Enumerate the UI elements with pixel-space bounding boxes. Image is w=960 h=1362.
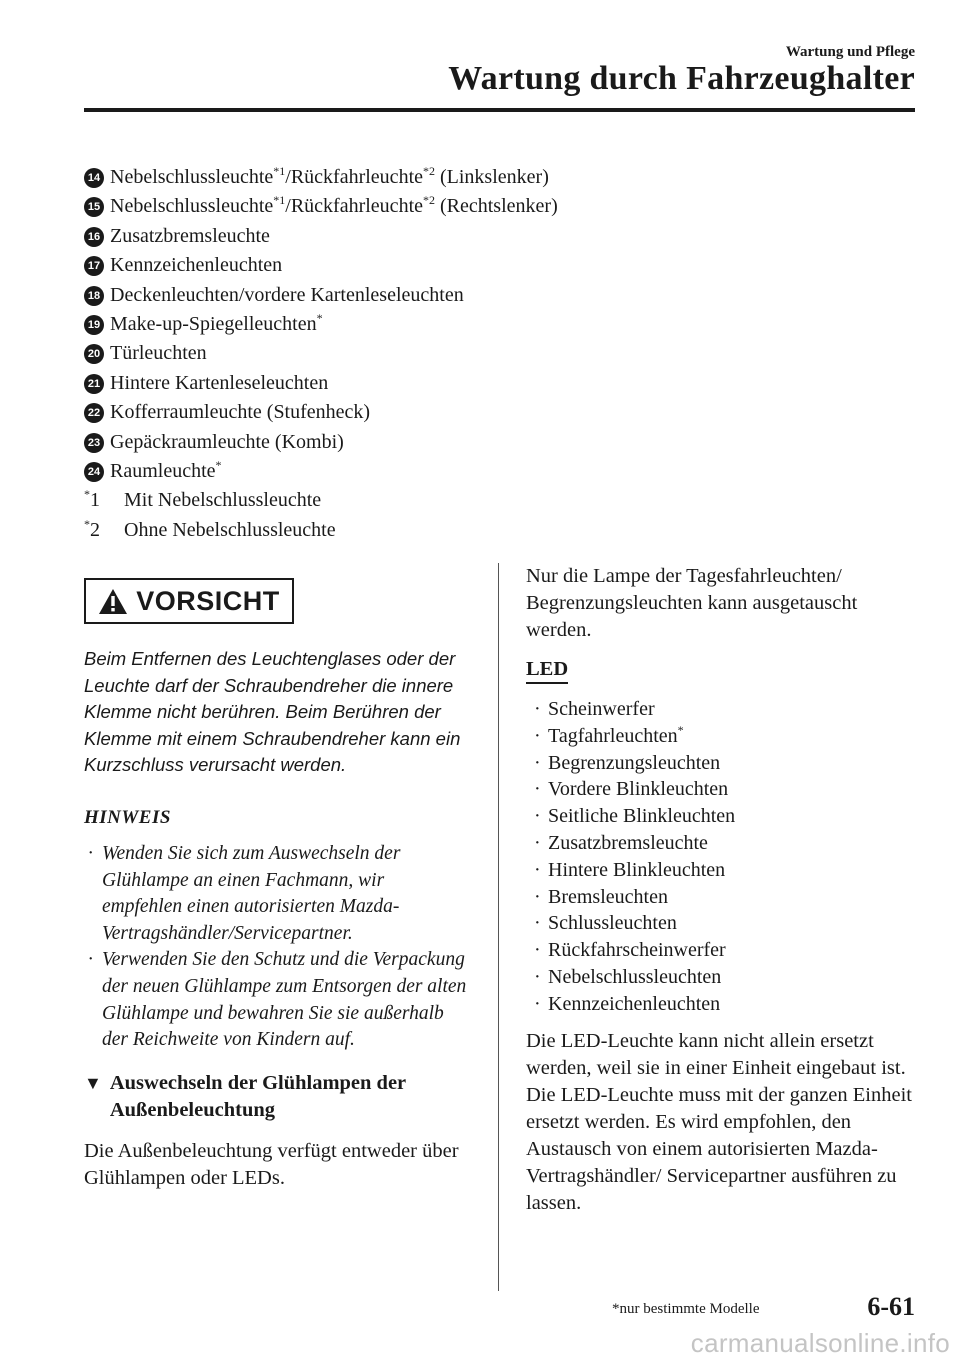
section-heading: ▼ Auswechseln der Glühlampen der Außenbeleuchtung <box>84 1070 468 1124</box>
circled-number-icon: 18 <box>84 286 104 306</box>
column-divider <box>498 563 499 1291</box>
led-item: · Seitliche Blinkleuchten <box>526 803 916 830</box>
intro-text: Nur die Lampe der Tagesfahrleuchten/ Begrenzungsleuchten kann ausgetauscht werden. <box>526 565 858 641</box>
circled-number-icon: 23 <box>84 433 104 453</box>
led-item: · Vordere Blinkleuchten <box>526 776 916 803</box>
led-list <box>526 696 916 1018</box>
circled-number-icon: 15 <box>84 197 104 217</box>
led-item: · Hintere Blinkleuchten <box>526 857 916 884</box>
bullet-icon: · <box>534 858 541 881</box>
bullet-icon: · <box>534 805 541 828</box>
bullet-icon: · <box>534 778 541 801</box>
bullet-icon: · <box>534 992 541 1015</box>
led-item: · Tagfahrleuchten* <box>526 723 916 750</box>
lamp-item: 14 Nebelschlussleuchte$^{*1}$/Rückfahrleuchte$^{*2}$ (Linkslenker) <box>84 163 904 192</box>
circled-number-icon: 21 <box>84 374 104 394</box>
watermark: carmanualsonline.info <box>690 1328 950 1358</box>
left-column <box>84 578 468 1192</box>
footnote-models: *nur bestimmte Modelle <box>612 1301 760 1317</box>
exterior-text: Die Außenbeleuchtung verfügt entweder über Glühlampen oder LEDs. <box>84 1139 459 1189</box>
bullet-icon: · <box>534 831 541 854</box>
caution-text: Beim Entfernen des Leuchtenglases oder der Leuchte darf der Schraubendreher die innere Klemme nicht berühren. Beim Berühren der Klemme mit einem Schraubendreher kann ein Kurzschluss verursacht werden. <box>84 648 461 776</box>
lamp-item: 19 Make-up-Spiegelleuchten* <box>84 310 904 339</box>
lamp-item: 18 Deckenleuchten/vordere Kartenleseleuchten <box>84 281 904 310</box>
caution-label <box>84 578 294 624</box>
hinweis-heading: HINWEIS <box>84 806 171 828</box>
lamp-list <box>84 163 904 545</box>
page-number: 6-61 <box>867 1292 915 1321</box>
lamp-item: 23 Gepäckraumleuchte (Kombi) <box>84 428 904 457</box>
bullet-icon: · <box>534 724 541 747</box>
circled-number-icon: 19 <box>84 315 104 335</box>
warning-triangle-icon <box>98 588 128 615</box>
page-title: Wartung durch Fahrzeughalter <box>448 60 915 97</box>
right-column <box>526 563 916 1217</box>
led-item: · Schlussleuchten <box>526 910 916 937</box>
lamp-item: 24 Raumleuchte* <box>84 457 904 486</box>
down-triangle-icon: ▼ <box>84 1072 102 1093</box>
led-item: · Begrenzungsleuchten <box>526 750 916 777</box>
circled-number-icon: 16 <box>84 227 104 247</box>
circled-number-icon: 24 <box>84 462 104 482</box>
header-rule <box>84 108 915 112</box>
hinweis-item: · Wenden Sie sich zum Auswechseln der Glühlampe an einen Fachmann, wir empfehlen einen autorisierten Mazda-Vertragshändler/Servicepartner. <box>88 842 401 944</box>
outro-text: Die LED-Leuchte kann nicht allein ersetzt werden, weil sie in einer Einheit eingebaut ist. Die LED-Leuchte muss mit der ganzen Einheit ersetzt werden. Es wird empfohlen, den Austausch von einem autorisierten Mazda-Vertragshändler/ Servicepartner ausführen zu lassen. <box>526 1029 912 1214</box>
bullet-icon: · <box>88 949 93 971</box>
circled-number-icon: 22 <box>84 403 104 423</box>
bullet-icon: · <box>88 842 93 864</box>
circled-number-icon: 17 <box>84 256 104 276</box>
lamp-item: 17 Kennzeichenleuchten <box>84 251 904 280</box>
bullet-icon: · <box>534 939 541 962</box>
circled-number-icon: 20 <box>84 344 104 364</box>
led-item: · Bremsleuchten <box>526 884 916 911</box>
bullet-icon: · <box>534 885 541 908</box>
led-item: · Nebelschlussleuchten <box>526 964 916 991</box>
bullet-icon: · <box>534 698 541 720</box>
led-item: · Kennzeichenleuchten <box>526 991 916 1018</box>
bullet-icon: · <box>534 965 541 988</box>
circled-number-icon: 14 <box>84 168 104 188</box>
lamp-item: 22 Kofferraumleuchte (Stufenheck) <box>84 398 904 427</box>
lamp-item: 16 Zusatzbremsleuchte <box>84 222 904 251</box>
lamp-item: 15 Nebelschlussleuchte$^{*1}$/Rückfahrleuchte$^{*2}$ (Rechtslenker) <box>84 192 904 221</box>
caution-title: VORSICHT <box>136 585 280 616</box>
led-heading: LED <box>526 656 568 684</box>
hinweis-list <box>84 841 468 1054</box>
footnote: *1 Mit Nebelschlussleuchte <box>84 487 322 512</box>
lamp-item: 21 Hintere Kartenleseleuchten <box>84 369 904 398</box>
lamp-item: 20 Türleuchten <box>84 339 904 368</box>
led-item: · Rückfahrscheinwerfer <box>526 937 916 964</box>
bullet-icon: · <box>534 912 541 935</box>
bullet-icon: · <box>534 751 541 774</box>
hinweis-item: · Verwenden Sie den Schutz und die Verpackung der neuen Glühlampe zum Entsorgen der alten Glühlampe und bewahren Sie sie außerhalb der Reichweite von Kindern auf. <box>88 949 467 1051</box>
section-name: Wartung und Pflege <box>785 44 915 60</box>
led-item: · Zusatzbremsleuchte <box>526 830 916 857</box>
footnote: *2 Ohne Nebelschlussleuchte <box>84 516 336 541</box>
led-item: · Scheinwerfer <box>526 696 916 723</box>
